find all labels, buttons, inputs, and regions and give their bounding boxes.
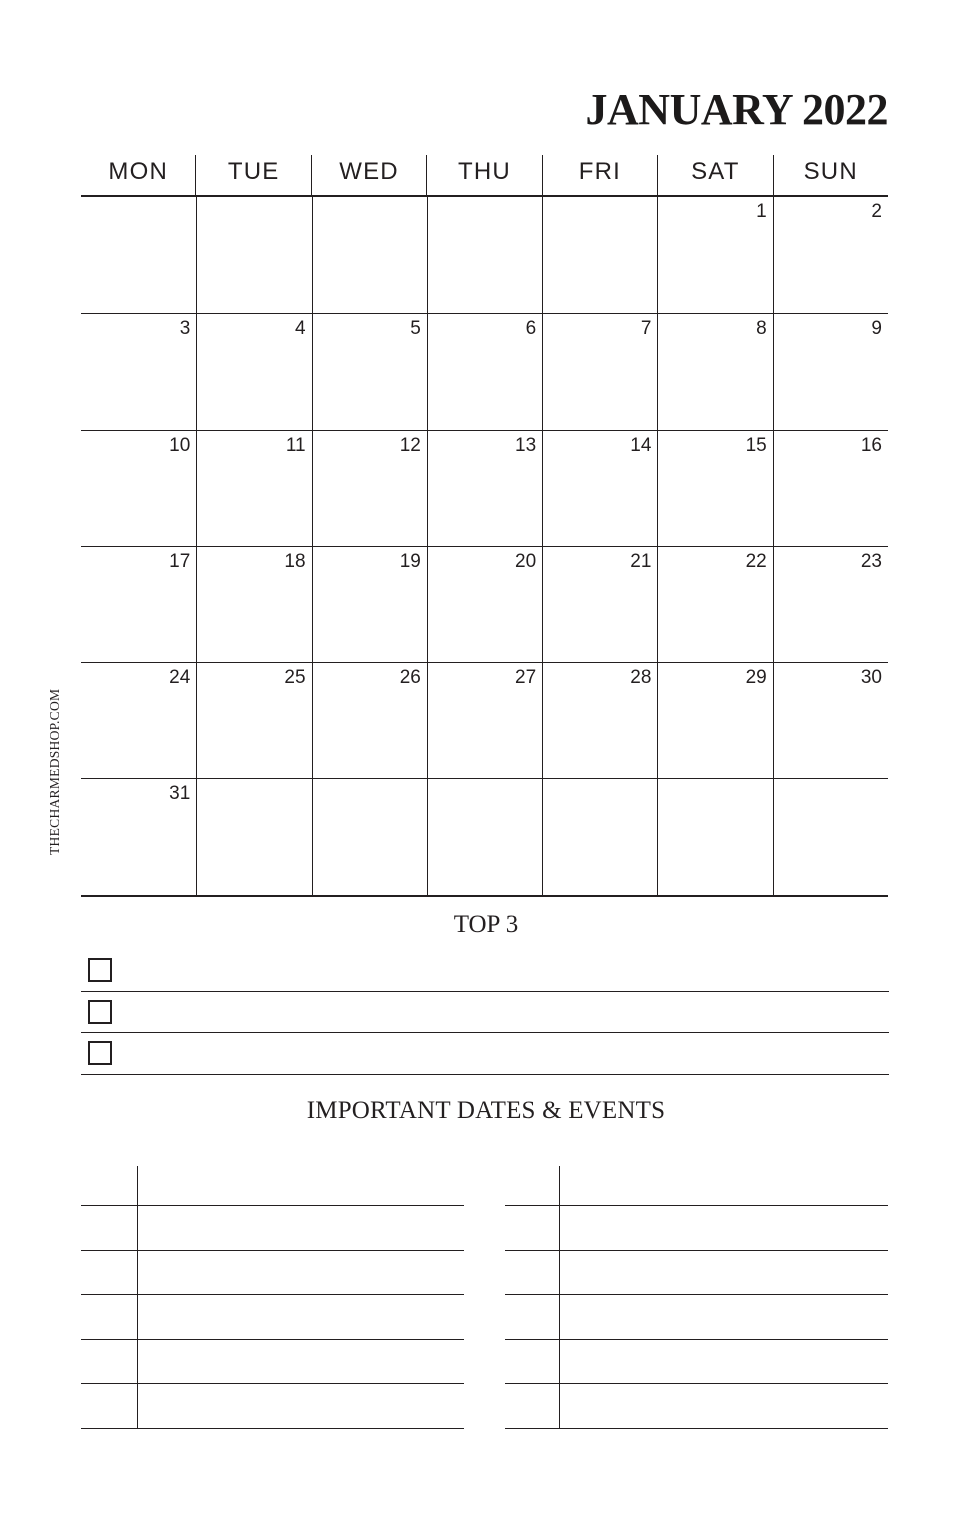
- day-number: 31: [169, 783, 191, 805]
- events-title: IMPORTANT DATES & EVENTS: [306, 1097, 666, 1124]
- events-table-right: [505, 1166, 888, 1429]
- day-cell[interactable]: [773, 197, 888, 313]
- day-number: 17: [169, 550, 191, 572]
- weekday-label: TUE: [195, 155, 310, 195]
- day-number: 7: [640, 318, 652, 340]
- day-cell[interactable]: [657, 197, 772, 313]
- day-cell[interactable]: [657, 430, 772, 546]
- day-cell[interactable]: [542, 662, 657, 778]
- event-line[interactable]: [505, 1428, 888, 1429]
- page-title: JANUARY 2022: [585, 85, 888, 134]
- day-cell[interactable]: [427, 662, 542, 778]
- day-number: 2: [871, 201, 882, 222]
- day-cell[interactable]: [542, 546, 657, 662]
- day-cell[interactable]: [312, 313, 427, 429]
- day-number: 1: [756, 201, 767, 222]
- day-cell[interactable]: [196, 662, 311, 778]
- calendar-grid: [81, 197, 888, 897]
- day-cell[interactable]: [427, 313, 542, 429]
- day-cell[interactable]: [773, 662, 888, 778]
- day-number: 6: [525, 318, 537, 340]
- day-cell[interactable]: [81, 430, 196, 546]
- day-number: 9: [871, 318, 882, 340]
- month-calendar: [81, 155, 888, 897]
- side-brand-text: THECHARMEDSHOP.COM: [47, 688, 62, 855]
- day-cell[interactable]: [773, 313, 888, 429]
- day-cell[interactable]: [196, 546, 311, 662]
- day-cell[interactable]: [81, 313, 196, 429]
- todo-row: [81, 1033, 889, 1075]
- event-line[interactable]: [81, 1294, 464, 1295]
- event-line[interactable]: [81, 1339, 464, 1340]
- day-number: 15: [745, 434, 767, 456]
- day-number: 13: [515, 434, 537, 456]
- day-cell[interactable]: [773, 430, 888, 546]
- day-cell[interactable]: [542, 778, 657, 894]
- event-line[interactable]: [81, 1428, 464, 1429]
- day-cell[interactable]: [312, 430, 427, 546]
- event-line[interactable]: [505, 1250, 888, 1251]
- day-cell[interactable]: [81, 546, 196, 662]
- day-cell[interactable]: [427, 778, 542, 894]
- weekday-label: SAT: [657, 155, 772, 195]
- weekday-label: WED: [311, 155, 426, 195]
- day-number: 30: [860, 667, 882, 689]
- day-number: 23: [860, 550, 882, 572]
- day-cell[interactable]: [427, 430, 542, 546]
- event-line[interactable]: [505, 1383, 888, 1384]
- day-cell[interactable]: [81, 662, 196, 778]
- day-number: 29: [745, 667, 767, 689]
- day-number: 27: [515, 667, 537, 689]
- day-number: 19: [399, 550, 421, 572]
- day-cell[interactable]: [427, 546, 542, 662]
- day-number: 22: [745, 550, 767, 572]
- day-cell[interactable]: [657, 778, 772, 894]
- day-cell[interactable]: [773, 778, 888, 894]
- todo-row: [81, 950, 889, 992]
- todo-checkbox[interactable]: [88, 1000, 112, 1024]
- day-cell[interactable]: [312, 662, 427, 778]
- day-cell[interactable]: [312, 778, 427, 894]
- day-number: 3: [179, 318, 191, 340]
- day-number: 24: [169, 667, 191, 689]
- day-cell[interactable]: [81, 197, 196, 313]
- todo-row: [81, 992, 889, 1034]
- day-number: 20: [515, 550, 537, 572]
- event-line[interactable]: [81, 1383, 464, 1384]
- weekday-label: MON: [108, 158, 168, 185]
- event-line[interactable]: [81, 1250, 464, 1251]
- day-cell[interactable]: [657, 546, 772, 662]
- day-number: 5: [410, 318, 421, 340]
- day-number: 10: [169, 434, 191, 456]
- day-cell[interactable]: [542, 197, 657, 313]
- event-line[interactable]: [81, 1205, 464, 1206]
- day-number: 16: [860, 434, 882, 456]
- events-table-left: [81, 1166, 464, 1429]
- day-cell[interactable]: [657, 313, 772, 429]
- weekday-label: FRI: [542, 155, 657, 195]
- day-cell[interactable]: [196, 313, 311, 429]
- day-cell[interactable]: [542, 313, 657, 429]
- day-number: 25: [284, 667, 306, 689]
- weekday-label: SUN: [773, 155, 888, 195]
- day-cell[interactable]: [312, 197, 427, 313]
- day-cell[interactable]: [657, 662, 772, 778]
- day-number: 4: [294, 318, 306, 340]
- event-line[interactable]: [505, 1205, 888, 1206]
- event-line[interactable]: [505, 1339, 888, 1340]
- day-number: 12: [399, 434, 421, 456]
- day-number: 21: [630, 550, 652, 572]
- weekday-label: THU: [426, 155, 541, 195]
- day-number: 11: [285, 434, 306, 456]
- top3-list: [81, 950, 889, 1075]
- day-cell[interactable]: [196, 197, 311, 313]
- todo-checkbox[interactable]: [88, 958, 112, 982]
- day-number: 28: [630, 667, 652, 689]
- day-number: 14: [630, 434, 652, 456]
- day-cell[interactable]: [312, 546, 427, 662]
- day-cell[interactable]: [196, 778, 311, 894]
- day-cell[interactable]: [81, 778, 196, 894]
- day-cell[interactable]: [773, 546, 888, 662]
- day-cell[interactable]: [427, 197, 542, 313]
- day-number: 26: [399, 667, 421, 689]
- todo-checkbox[interactable]: [88, 1041, 112, 1065]
- top3-title: TOP 3: [453, 911, 519, 938]
- event-line[interactable]: [505, 1294, 888, 1295]
- day-cell[interactable]: [196, 430, 311, 546]
- day-number: 18: [284, 550, 306, 572]
- day-number: 8: [756, 318, 767, 340]
- weekday-header: [81, 155, 888, 197]
- day-cell[interactable]: [542, 430, 657, 546]
